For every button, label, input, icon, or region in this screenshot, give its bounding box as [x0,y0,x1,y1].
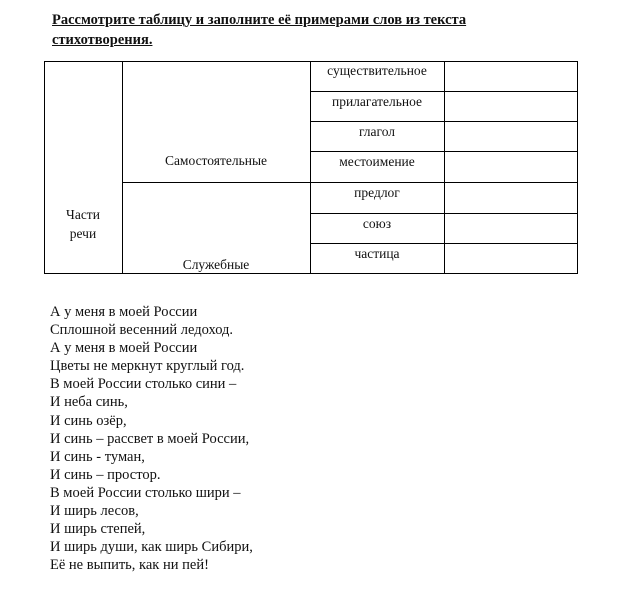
example-cell-preposition[interactable] [447,183,575,212]
table-border-bottom [44,273,578,274]
part-adjective: прилагательное [331,94,423,109]
group-label-auxiliary: Служебные [182,257,250,272]
poem-line: В моей России столько шири – [50,484,241,501]
poem-line: Сплошной весенний ледоход. [50,322,234,339]
example-cell-noun[interactable] [447,62,575,90]
poem-line: И неба синь, [50,394,128,411]
part-noun: существительное [327,63,427,78]
task-instruction-line-1: Рассмотрите таблицу и заполните её примерами слов из текста [52,12,467,28]
row-header-parts-of-speech [44,205,122,243]
poem-line: И синь – простор. [50,466,161,483]
poem-line: И синь – рассвет в моей России, [50,430,250,447]
part-preposition: предлог [354,185,400,200]
poem-line: А у меня в моей России [50,304,198,320]
poem-line: Её не выпить, как ни пей! [50,557,209,574]
part-pronoun: местоимение [339,154,415,169]
task-instruction [52,10,522,50]
example-cell-particle[interactable] [447,244,575,272]
example-cell-verb[interactable] [447,122,575,150]
poem-line: И синь озёр, [50,412,127,429]
parts-of-speech-table [44,61,578,274]
row-header-line-1: Части [66,207,100,222]
poem-line: А у меня в моей России [50,340,198,357]
example-cell-pronoun[interactable] [447,152,575,181]
poem-line: Цветы не меркнут круглый год. [50,358,245,375]
part-particle: частица [354,246,400,261]
task-instruction-line-2: стихотворения. [52,32,153,48]
poem-line: И ширь степей, [50,521,146,538]
example-cell-adjective[interactable] [447,92,575,120]
poem [50,303,253,574]
poem-line: И синь - туман, [50,448,145,465]
part-conjunction: союз [362,216,392,231]
part-verb: глагол [358,124,396,139]
poem-line: И ширь души, как ширь Сибири, [50,539,253,556]
group-label-independent: Самостоятельные [164,153,268,168]
row-header-line-2: речи [69,226,97,241]
poem-line: И ширь лесов, [50,503,139,520]
poem-line: В моей России столько сини – [50,376,237,393]
example-cell-conjunction[interactable] [447,214,575,242]
